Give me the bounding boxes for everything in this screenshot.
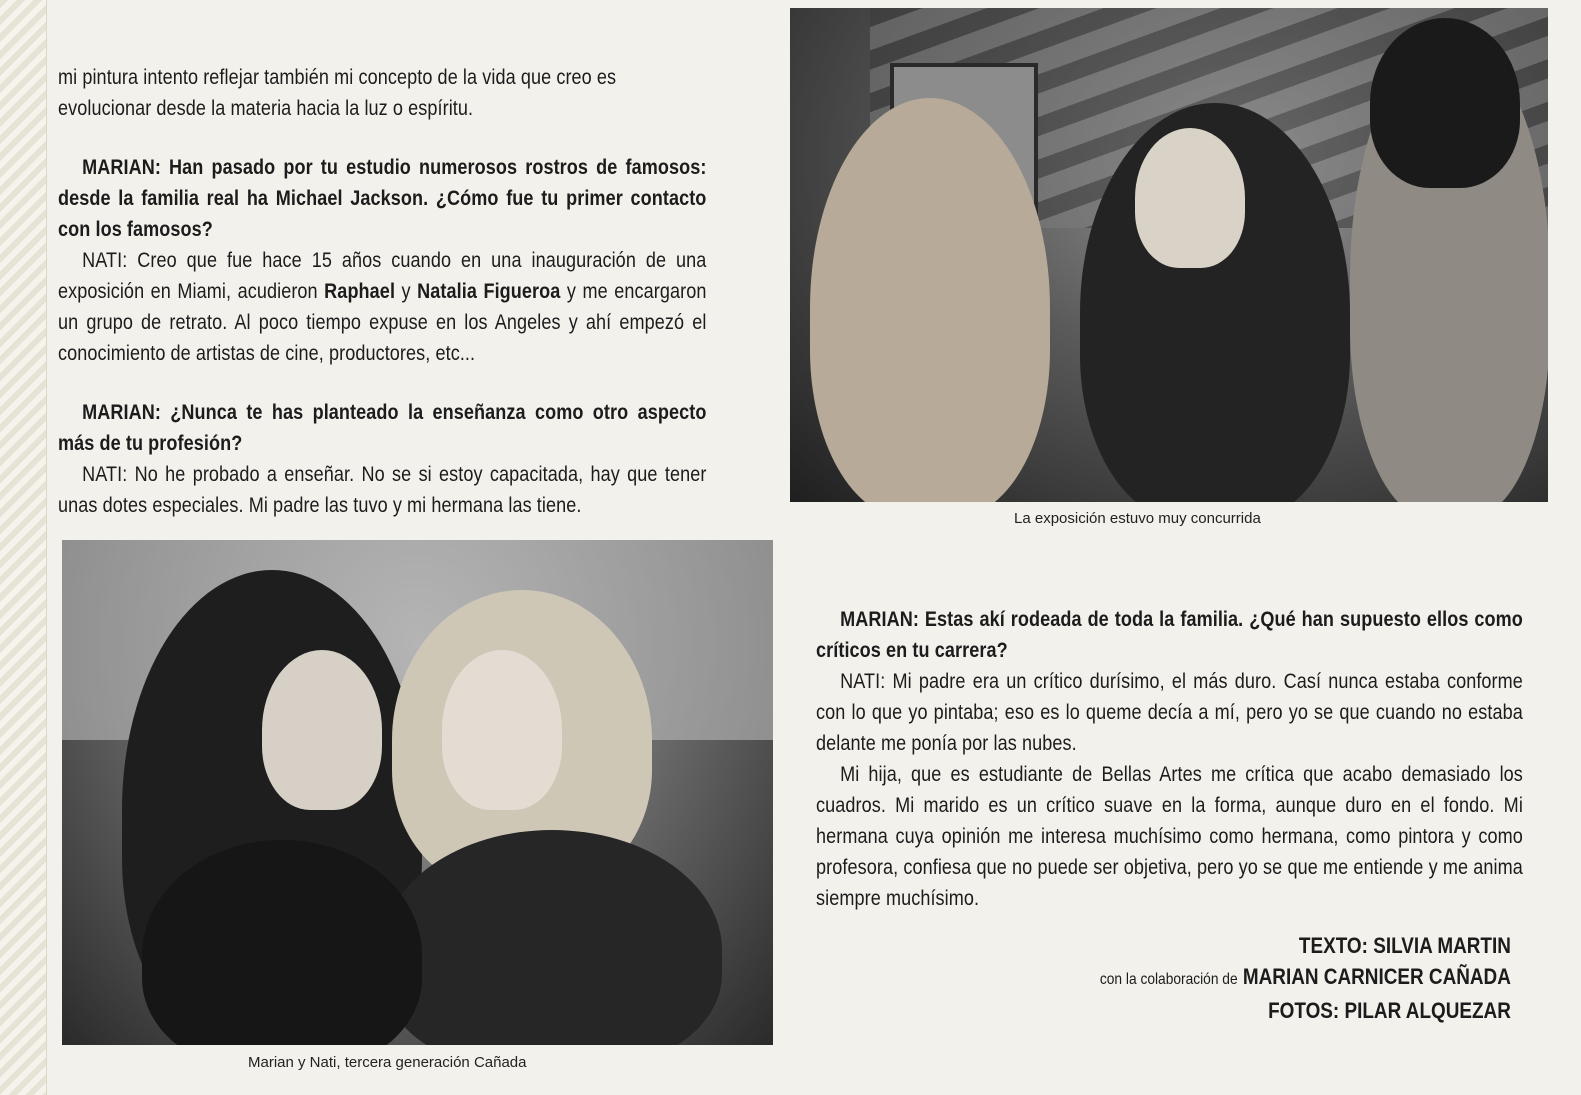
answer-1 <box>58 245 706 369</box>
right-column-text <box>816 604 1581 914</box>
answer-3-continued: Mi hija, que es estudiante de Bellas Artes me crítica que acabo demasiado los cuadros. Mi marido es un crítico suave en la forma, aunque duro en el fondo. Mi hermana cuya opinión me interesa muchísimo como hermana, como pintora y como profesora, confiesa que no puede ser objetiva, pero yo se que me entiende y me anima siempre muchísimo. <box>816 763 1523 910</box>
question-2-text: ¿Nunca te has planteado la enseñanza como otro aspecto más de tu profesión? <box>58 401 707 455</box>
woman-center-face <box>1135 128 1245 268</box>
answer-2-speaker: NATI: <box>82 463 128 486</box>
woman-right-hair <box>1370 18 1520 188</box>
credit-collab-prefix: con la colaboración de <box>1100 971 1238 988</box>
answer-1-name-natalia: Natalia Figueroa <box>417 280 561 303</box>
answer-2 <box>58 459 706 521</box>
question-2-speaker: MARIAN: <box>82 401 161 424</box>
woman-left-figure <box>810 98 1050 502</box>
answer-1-part-2: y me encargaron un grupo de retrato. Al poco tiempo expuse en los Angeles y ahí empezó el conocimiento de artistas de cine, productores, etc... <box>58 280 707 365</box>
answer-1-speaker: NATI: <box>82 249 128 272</box>
intro-paragraph <box>58 62 706 124</box>
credit-photographer: FOTOS: PILAR ALQUEZAR <box>1268 998 1511 1023</box>
top-photo-caption: La exposición estuvo muy concurrida <box>1014 510 1261 527</box>
page-spine-edge <box>0 0 47 1095</box>
marian-face <box>262 650 382 810</box>
answer-1-part-1: Creo que fue hace 15 años cuando en una inauguración de una exposición en Miami, acudieron <box>58 249 707 303</box>
question-3 <box>816 604 1523 666</box>
answer-1-name-raphael: Raphael <box>324 280 396 303</box>
nati-face <box>442 650 562 810</box>
intro-line-2: evolucionar desde la materia hacia la luz o espíritu. <box>58 97 474 120</box>
question-2 <box>58 397 706 459</box>
intro-line-1: mi pintura intento reflejar también mi concepto de la vida que creo es <box>58 66 617 89</box>
credit-collab-name: MARIAN CARNICER CAÑADA <box>1242 964 1511 989</box>
left-column-text <box>58 62 812 521</box>
answer-2-text: No he probado a enseñar. No se si estoy capacitada, hay que tener unas dotes especiales. Mi padre las tuvo y mi hermana las tiene. <box>58 463 707 517</box>
question-1-speaker: MARIAN: <box>82 156 161 179</box>
answer-3-text: Mi padre era un crítico durísimo, el más duro. Casí nunca estaba conforme con lo que yo pintaba; eso es lo queme decía a mí, pero yo se que cuando no estaba delante me ponía por las nubes. <box>816 670 1523 755</box>
answer-3 <box>816 666 1523 759</box>
question-3-text: Estas akí rodeada de toda la familia. ¿Qué han supuesto ellos como críticos en tu carrera? <box>816 608 1523 662</box>
marian-nati-photo <box>62 540 773 1045</box>
bottom-photo-caption: Marian y Nati, tercera generación Cañada <box>248 1054 527 1071</box>
question-3-speaker: MARIAN: <box>840 608 919 631</box>
exhibition-crowd-photo <box>790 8 1548 502</box>
article-credits <box>1100 930 1511 1026</box>
answer-1-and: y <box>401 280 411 303</box>
credit-collaboration <box>1100 961 1511 995</box>
question-1-text: Han pasado por tu estudio numerosos rostros de famosos: desde la familia real ha Michael Jackson. ¿Cómo fue tu primer contacto con los famosos? <box>58 156 707 241</box>
question-1 <box>58 152 706 245</box>
answer-3-speaker: NATI: <box>840 670 886 693</box>
credit-text-author: TEXTO: SILVIA MARTIN <box>1299 933 1511 958</box>
